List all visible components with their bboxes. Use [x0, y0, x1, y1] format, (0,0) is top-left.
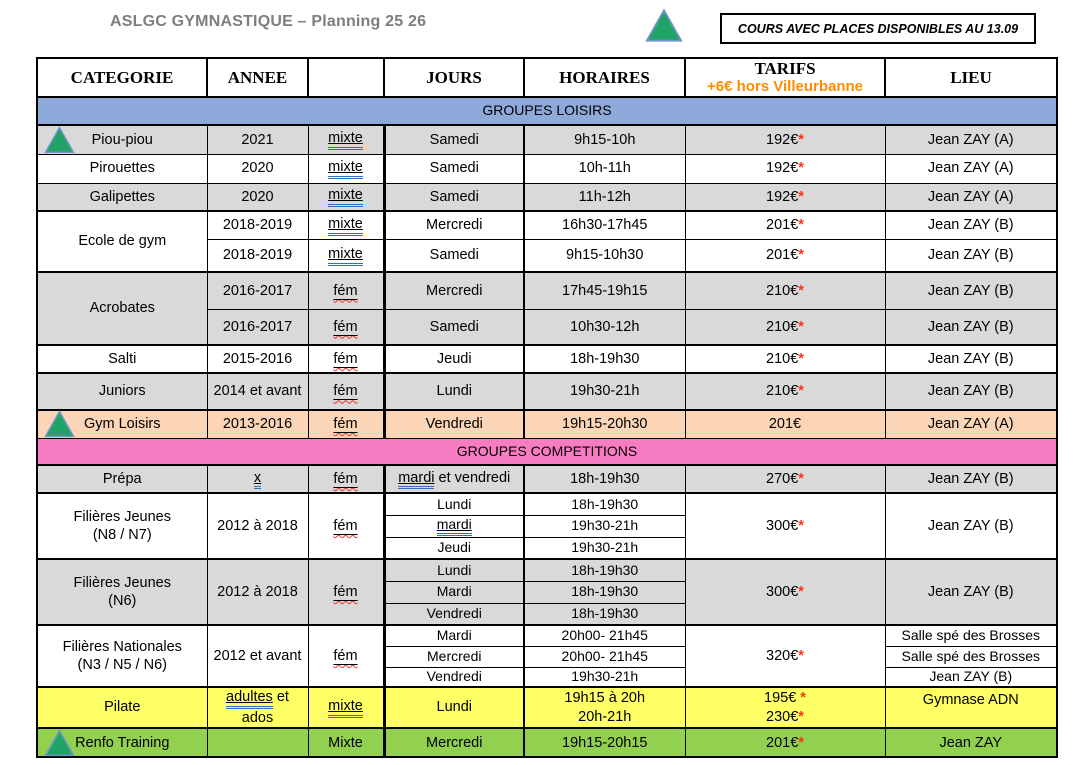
cell-jour: Mardi [384, 625, 524, 646]
header-horaires: HORAIRES [524, 58, 685, 97]
genre-label: fém [333, 416, 358, 433]
cell-categorie [37, 559, 207, 625]
cell-tarif [685, 559, 885, 625]
tarif-value: 210€ [766, 318, 799, 335]
cell-categorie [37, 728, 207, 757]
cell-horaire [524, 687, 685, 728]
genre-label: fém [333, 318, 358, 335]
cell-annee: 2021 [207, 125, 308, 154]
tarif-star: * [798, 247, 804, 264]
categorie-line2: (N3 / N5 / N6) [77, 657, 167, 673]
tarif-value: 210€ [766, 282, 799, 299]
cell-tarif [685, 345, 885, 373]
cell-lieu: Jean ZAY (B) [885, 211, 1057, 239]
genre-label: mixte [328, 131, 363, 150]
green-triangle-icon [645, 8, 683, 43]
cell-tarif: 201€ [685, 410, 885, 438]
cell-categorie [37, 625, 207, 687]
cell-annee: 2013-2016 [207, 410, 308, 438]
cell-annee [207, 728, 308, 757]
genre-wavy [333, 383, 357, 399]
cell-categorie: Prépa [37, 465, 207, 493]
cell-horaire: 18h-19h30 [524, 493, 685, 515]
table-row [37, 373, 1057, 410]
jour-rest: et vendredi [434, 469, 511, 486]
tarif-value: 270€ [766, 470, 799, 487]
jour-underlined: mardi [437, 517, 472, 535]
cell-genre [308, 272, 384, 309]
cell-jour: Mercredi [384, 272, 524, 309]
cell-categorie [37, 125, 207, 154]
cell-jour: Lundi [384, 559, 524, 581]
cell-jour: Mercredi [384, 211, 524, 239]
tarif-value: 201€ [766, 247, 799, 264]
table-row [37, 728, 1057, 757]
cell-categorie: Ecole de gym [37, 211, 207, 272]
cell-tarif [685, 309, 885, 345]
cell-lieu: Jean ZAY [885, 728, 1057, 757]
cell-jour: Samedi [384, 183, 524, 211]
cell-horaire: 9h15-10h30 [524, 239, 685, 272]
cell-tarif [685, 272, 885, 309]
cell-horaire: 10h30-12h [524, 309, 685, 345]
categorie-line1: Filières Jeunes [73, 574, 171, 591]
categorie-line1: Filières Nationales [62, 638, 182, 655]
tarif-star: * [800, 690, 806, 707]
green-triangle-icon [44, 728, 75, 757]
cell-lieu: Jean ZAY (A) [885, 183, 1057, 211]
header-tarifs-note: +6€ hors Villeurbanne [706, 78, 864, 96]
cell-lieu: Jean ZAY (B) [885, 559, 1057, 625]
tarif-value: 210€ [766, 350, 799, 367]
cell-annee: 2014 et avant [207, 373, 308, 410]
tarif-star: * [798, 160, 804, 177]
cell-genre [308, 465, 384, 493]
header-tarifs-label: TARIFS [754, 59, 816, 79]
tarif-star: * [798, 131, 804, 148]
cell-genre [308, 410, 384, 438]
table-row [37, 272, 1057, 309]
categorie-line1: Filières Jeunes [73, 508, 171, 525]
header-jours: JOURS [384, 58, 524, 97]
categorie-label: Gym Loisirs [83, 416, 161, 433]
cell-jour: Samedi [384, 309, 524, 345]
cell-annee: 2012 à 2018 [207, 559, 308, 625]
genre-label: fém [333, 350, 358, 367]
cell-tarif [685, 373, 885, 410]
annee-underlined: adultes [226, 690, 273, 709]
planning-table [36, 57, 1058, 758]
cell-horaire: 16h30-17h45 [524, 211, 685, 239]
cell-annee: 2012 à 2018 [207, 493, 308, 559]
availability-notice [720, 13, 1036, 44]
cell-jour: Vendredi [384, 410, 524, 438]
cell-tarif [685, 211, 885, 239]
cell-annee: 2012 et avant [207, 625, 308, 687]
cell-lieu: Jean ZAY (A) [885, 410, 1057, 438]
cell-lieu: Jean ZAY (B) [885, 239, 1057, 272]
cell-categorie: Pilate [37, 687, 207, 728]
cell-annee: 2020 [207, 154, 308, 183]
annee-rest: et ados [241, 689, 289, 726]
genre-wavy [333, 471, 357, 487]
cell-genre [308, 309, 384, 345]
table-row [37, 625, 1057, 646]
genre-label: mixte [328, 160, 363, 179]
cell-categorie: Pirouettes [37, 154, 207, 183]
cell-genre [308, 373, 384, 410]
table-row [37, 345, 1057, 373]
jour-underlined: mardi [398, 471, 434, 490]
genre-label: fém [333, 383, 358, 400]
tarif-value: 300€ [766, 517, 799, 534]
cell-tarif [685, 687, 885, 728]
table-row [37, 125, 1057, 154]
cell-horaire: 19h15-20h15 [524, 728, 685, 757]
cell-genre [308, 154, 384, 183]
tarif-value: 201€ [766, 734, 799, 751]
cell-lieu: Gymnase ADN [885, 687, 1057, 728]
genre-label: fém [333, 282, 358, 299]
cell-jour: Samedi [384, 154, 524, 183]
cell-horaire: 10h-11h [524, 154, 685, 183]
genre-wavy [333, 283, 357, 299]
annee-label: x [254, 471, 261, 490]
tarif-line1 [688, 689, 883, 707]
cell-lieu: Jean ZAY (B) [885, 373, 1057, 410]
tarif-star: * [798, 708, 804, 725]
cell-annee: 2016-2017 [207, 309, 308, 345]
cell-lieu: Jean ZAY (B) [885, 272, 1057, 309]
table-row [37, 211, 1057, 239]
categorie-line2: (N6) [108, 593, 137, 609]
genre-wavy [333, 648, 357, 664]
genre-label: fém [333, 517, 358, 534]
cell-horaire: 19h15-20h30 [524, 410, 685, 438]
cell-lieu: Jean ZAY (B) [885, 465, 1057, 493]
cell-horaire: 11h-12h [524, 183, 685, 211]
tarif-star: * [798, 188, 804, 205]
cell-horaire: 18h-19h30 [524, 581, 685, 603]
table-row [37, 183, 1057, 211]
cell-annee: 2015-2016 [207, 345, 308, 373]
cell-annee: 2018-2019 [207, 239, 308, 272]
cell-lieu: Jean ZAY (A) [885, 154, 1057, 183]
genre-wavy [333, 319, 357, 335]
cell-horaire: 18h-19h30 [524, 345, 685, 373]
cell-jour: Mardi [384, 581, 524, 603]
cell-jour [384, 515, 524, 537]
header-tarifs [685, 58, 885, 97]
genre-label: mixte [328, 247, 363, 266]
cell-jour: Samedi [384, 125, 524, 154]
tarif-value: 320€ [766, 647, 799, 664]
cell-jour: Vendredi [384, 667, 524, 687]
genre-wavy [333, 518, 357, 534]
band-competitions: GROUPES COMPETITIONS [37, 438, 1057, 465]
genre-label: fém [333, 647, 358, 664]
cell-tarif [685, 465, 885, 493]
cell-horaire: 20h00- 21h45 [524, 646, 685, 667]
cell-horaire: 19h30-21h [524, 515, 685, 537]
genre-label: fém [333, 470, 358, 487]
genre-wavy [333, 416, 357, 432]
page-title: ASLGC GYMNASTIQUE – Planning 25 26 [110, 13, 427, 30]
horaire-line1: 19h15 à 20h [564, 690, 646, 707]
cell-lieu: Jean ZAY (B) [885, 493, 1057, 559]
cell-lieu: Salle spé des Brosses [885, 646, 1057, 667]
genre-label: fém [333, 583, 358, 600]
table-row [37, 465, 1057, 493]
cell-tarif [685, 625, 885, 687]
tarif-star: * [798, 470, 804, 487]
tarif-star: * [798, 583, 804, 600]
header-lieu: LIEU [885, 58, 1057, 97]
tarif-star: * [798, 517, 804, 534]
tarif-value: 230€ [766, 708, 799, 725]
cell-annee [207, 465, 308, 493]
cell-horaire: 19h30-21h [524, 667, 685, 687]
cell-lieu: Jean ZAY (B) [885, 667, 1057, 687]
categorie-label: Renfo Training [75, 734, 170, 751]
tarif-line2 [688, 708, 883, 726]
cell-lieu: Salle spé des Brosses [885, 625, 1057, 646]
green-triangle-icon [44, 125, 75, 154]
band-loisirs-row [37, 97, 1057, 125]
cell-jour: Lundi [384, 687, 524, 728]
cell-tarif [685, 728, 885, 757]
cell-horaire: 17h45-19h15 [524, 272, 685, 309]
cell-jour [384, 465, 524, 493]
tarif-star: * [798, 282, 804, 299]
cell-lieu: Jean ZAY (A) [885, 125, 1057, 154]
genre-label: mixte [328, 188, 363, 207]
header-annee: ANNEE [207, 58, 308, 97]
categorie-line2: (N8 / N7) [92, 527, 152, 543]
genre-wavy [333, 584, 357, 600]
cell-categorie: Salti [37, 345, 207, 373]
tarif-star: * [798, 734, 804, 751]
band-loisirs: GROUPES LOISIRS [37, 97, 1057, 125]
header-categorie: CATEGORIE [37, 58, 207, 97]
cell-horaire: 19h30-21h [524, 537, 685, 559]
cell-jour: Jeudi [384, 537, 524, 559]
tarif-value: 195€ [764, 690, 797, 707]
page-header [0, 0, 1083, 57]
tarif-star: * [798, 383, 804, 400]
cell-tarif [685, 183, 885, 211]
table-row [37, 559, 1057, 581]
header-genre [308, 58, 384, 97]
cell-jour: Mercredi [384, 646, 524, 667]
cell-horaire: 18h-19h30 [524, 465, 685, 493]
cell-categorie: Acrobates [37, 272, 207, 345]
table-header-row [37, 58, 1057, 97]
cell-categorie [37, 493, 207, 559]
cell-genre [308, 493, 384, 559]
cell-horaire: 18h-19h30 [524, 603, 685, 625]
cell-horaire: 9h15-10h [524, 125, 685, 154]
cell-genre [308, 345, 384, 373]
cell-tarif [685, 125, 885, 154]
tarif-value: 201€ [766, 217, 799, 234]
cell-lieu: Jean ZAY (B) [885, 345, 1057, 373]
cell-categorie [37, 410, 207, 438]
horaire-line2: 20h-21h [578, 708, 632, 725]
genre-wavy [333, 351, 357, 367]
cell-categorie: Galipettes [37, 183, 207, 211]
cell-horaire: 20h00- 21h45 [524, 625, 685, 646]
cell-annee [207, 687, 308, 728]
tarif-value: 192€ [766, 131, 799, 148]
tarif-star: * [798, 318, 804, 335]
cell-horaire: 18h-19h30 [524, 559, 685, 581]
cell-tarif [685, 493, 885, 559]
genre-label: mixte [328, 217, 363, 236]
availability-notice-text: COURS AVEC PLACES DISPONIBLES AU 13.09 [737, 21, 1019, 36]
cell-genre [308, 559, 384, 625]
cell-annee: 2018-2019 [207, 211, 308, 239]
cell-categorie: Juniors [37, 373, 207, 410]
cell-horaire: 19h30-21h [524, 373, 685, 410]
cell-jour: Samedi [384, 239, 524, 272]
cell-jour: Lundi [384, 373, 524, 410]
tarif-value: 210€ [766, 383, 799, 400]
tarif-value: 192€ [766, 160, 799, 177]
tarif-star: * [798, 217, 804, 234]
table-row [37, 493, 1057, 515]
cell-genre [308, 239, 384, 272]
tarif-star: * [798, 647, 804, 664]
table-row [37, 687, 1057, 728]
cell-jour: Lundi [384, 493, 524, 515]
cell-jour: Vendredi [384, 603, 524, 625]
cell-genre: Mixte [308, 728, 384, 757]
band-competitions-row [37, 438, 1057, 465]
cell-annee: 2020 [207, 183, 308, 211]
genre-label: mixte [328, 699, 363, 718]
tarif-value: 192€ [766, 188, 799, 205]
tarif-value: 300€ [766, 583, 799, 600]
cell-genre [308, 211, 384, 239]
green-triangle-icon [44, 410, 75, 439]
table-row [37, 410, 1057, 438]
cell-genre [308, 183, 384, 211]
tarif-star: * [798, 350, 804, 367]
cell-jour: Jeudi [384, 345, 524, 373]
cell-tarif [685, 239, 885, 272]
cell-genre [308, 687, 384, 728]
cell-genre [308, 125, 384, 154]
categorie-label: Piou-piou [91, 131, 153, 148]
cell-jour: Mercredi [384, 728, 524, 757]
cell-annee: 2016-2017 [207, 272, 308, 309]
cell-genre [308, 625, 384, 687]
cell-lieu: Jean ZAY (B) [885, 309, 1057, 345]
cell-tarif [685, 154, 885, 183]
table-row [37, 154, 1057, 183]
